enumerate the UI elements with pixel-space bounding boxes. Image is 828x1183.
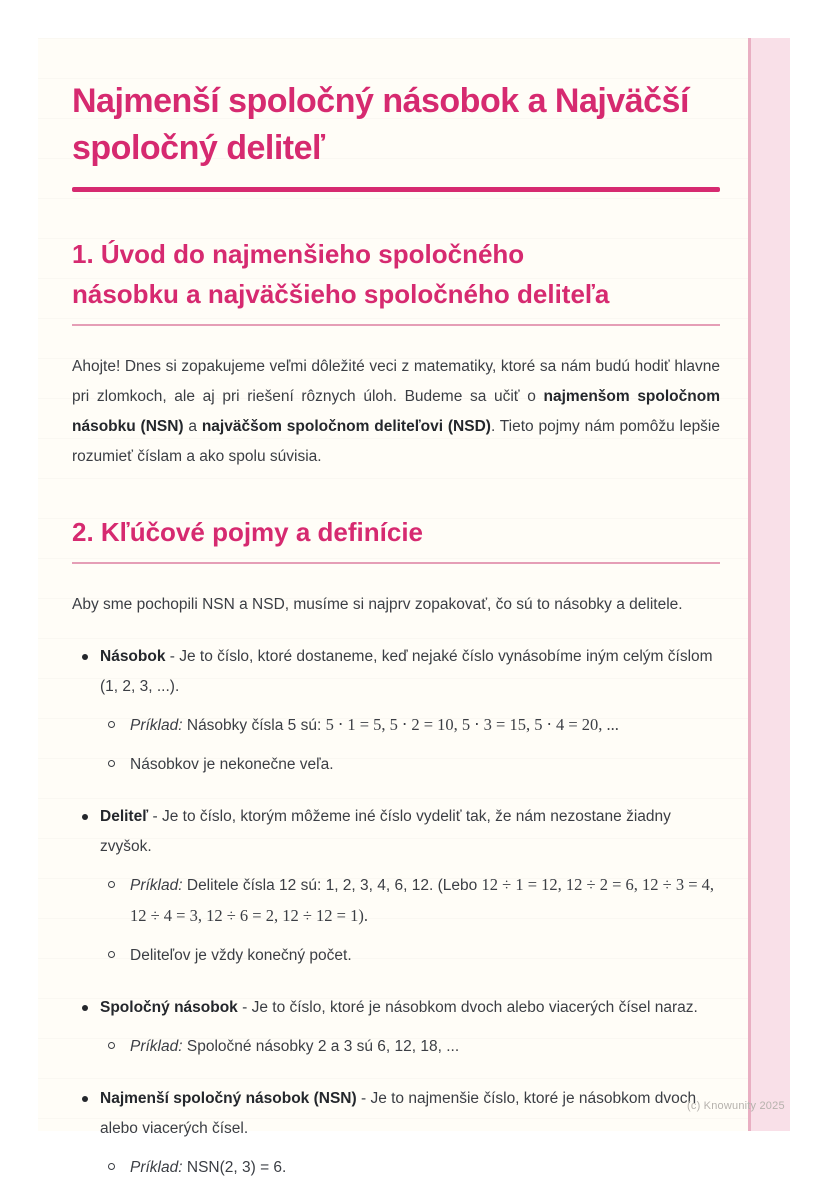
sub-item-text [130, 870, 720, 932]
term-label: Deliteľ [100, 808, 149, 825]
sub-item-example [100, 710, 720, 741]
copyright-watermark: (c) Knowunity 2025 [687, 1100, 785, 1112]
example-text: Násobky čísla 5 sú: [182, 717, 326, 734]
circle-bullet-icon [108, 951, 115, 958]
math-expression: 12 ÷ 1 = 12, 12 ÷ 2 = 6, 12 ÷ 3 = 4, 12 ÷ 4 = 3, 12 ÷ 6 = 2, 12 ÷ 12 = 1). [130, 875, 715, 925]
sub-item-text [130, 710, 720, 741]
term-label: Spoločný násobok [100, 999, 238, 1016]
sub-item-text [130, 940, 720, 971]
title-divider [72, 187, 720, 192]
list-item-nasobok [72, 642, 720, 780]
example-text: Delitele čísla 12 sú: 1, 2, 3, 4, 6, 12. (Lebo [182, 877, 482, 894]
text-run: Ahojte! Dnes si zopakujeme veľmi dôležité veci z matematiky, ktoré sa nám budú hodiť hlavne pri zlomkoch, ale aj pri riešení rôznych úloh. Budeme sa učiť o [72, 358, 720, 405]
page-content [72, 78, 720, 1183]
section-2-paragraph: Aby sme pochopili NSN a NSD, musíme si najprv zopakovať, čo sú to násobky a delitele. [72, 596, 683, 613]
bold-term-nsd: najväčšom spoločnom deliteľovi (NSD) [201, 418, 491, 435]
sub-item-example [100, 1031, 720, 1062]
example-label: Príklad: [130, 877, 183, 894]
section-1-divider [72, 324, 720, 326]
example-label: Príklad: [130, 1038, 183, 1055]
sub-item-note [100, 940, 720, 971]
example-label: Príklad: [130, 1159, 183, 1176]
note-text: Deliteľov je vždy konečný počet. [130, 947, 352, 964]
section-1-paragraph [72, 352, 720, 472]
section-2-divider [72, 562, 720, 564]
sub-item-text [130, 1152, 720, 1183]
term-definition: - Je to číslo, ktoré dostaneme, keď nejaké číslo vynásobíme iným celým číslom (1, 2, 3, ...). [100, 648, 713, 695]
list-item-nsn [72, 1084, 720, 1183]
term-definition: - Je to najmenšie číslo, ktoré je násobkom dvoch alebo viacerých čísel. [100, 1090, 697, 1137]
sub-item-note [100, 749, 720, 780]
term-label: Najmenší spoločný násobok (NSN) [100, 1090, 357, 1107]
example-label: Príklad: [130, 717, 183, 734]
text-run: a [183, 418, 202, 435]
circle-bullet-icon [108, 881, 115, 888]
bold-term-nsn: najmenšom spoločnom násobku (NSN) [72, 388, 720, 435]
definitions-list [72, 642, 720, 1183]
bullet-icon [82, 654, 88, 660]
sub-item-example [100, 1152, 720, 1183]
math-expression: 5 ⋅ 1 = 5, 5 ⋅ 2 = 10, 5 ⋅ 3 = 15, 5 ⋅ 4 = 20, ... [325, 715, 619, 734]
bullet-icon [82, 1096, 88, 1102]
section-2-heading: 2. Kľúčové pojmy a definície [72, 517, 424, 547]
circle-bullet-icon [108, 1163, 115, 1170]
text-run: . Tieto pojmy nám pomôžu lepšie rozumieť číslam a ako spolu súvisia. [72, 418, 720, 465]
example-text: Spoločné násobky 2 a 3 sú 6, 12, 18, ... [182, 1038, 460, 1055]
circle-bullet-icon [108, 721, 115, 728]
document-page [38, 38, 790, 1176]
bullet-icon [82, 814, 88, 820]
term-definition: - Je to číslo, ktoré je násobkom dvoch alebo viacerých čísel naraz. [237, 999, 698, 1016]
page-edge-stripe [748, 38, 790, 1131]
document-title: Najmenší spoločný násobok a Najväčší spoločný deliteľ [72, 82, 689, 167]
note-text: Násobkov je nekonečne veľa. [130, 756, 334, 773]
list-item-text [100, 802, 720, 862]
list-item-delitel [72, 802, 720, 971]
sub-item-text [130, 1031, 720, 1062]
list-item-text [100, 1084, 720, 1144]
list-item-text [100, 642, 720, 702]
section-1-heading: 1. Úvod do najmenšieho spoločného násobku a najväčšieho spoločného deliteľa [72, 239, 610, 309]
circle-bullet-icon [108, 760, 115, 767]
circle-bullet-icon [108, 1042, 115, 1049]
list-item-text [100, 993, 720, 1023]
term-definition: - Je to číslo, ktorým môžeme iné číslo vydeliť tak, že nám nezostane žiadny zvyšok. [100, 808, 671, 855]
list-item-spolocny-nasobok [72, 993, 720, 1062]
sub-item-text [130, 749, 720, 780]
sub-item-example [100, 870, 720, 932]
example-text: NSN(2, 3) = 6. [182, 1159, 287, 1176]
term-label: Násobok [100, 648, 166, 665]
bullet-icon [82, 1005, 88, 1011]
